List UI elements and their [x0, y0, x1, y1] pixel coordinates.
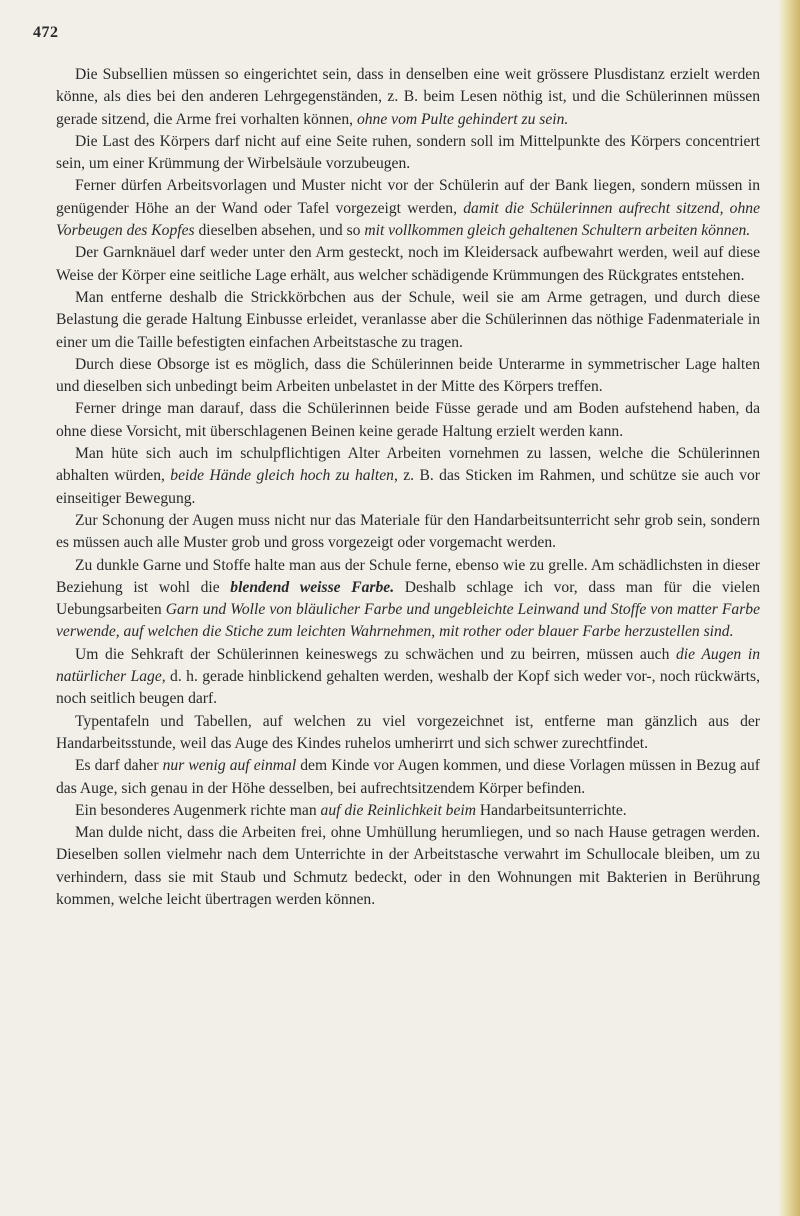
text-run: dieselben absehen, und so: [194, 222, 365, 240]
body-text: [56, 64, 760, 911]
emphasized-text: nur wenig auf einmal: [162, 757, 297, 775]
paragraph: [56, 510, 760, 555]
text-run: d. h. gerade hinblickend gehalten werden, weshalb der Kopf sich weder vor-, noch rückwärts, noch seitlich beugen darf.: [56, 668, 760, 708]
text-run: Zur Schonung der Augen muss nicht nur das Materiale für den Handarbeitsunterricht sehr grob sein, sondern es müssen auch alle Muster grob und gross vorgezeigt oder vorgemacht werden.: [56, 511, 760, 552]
text-run: Es darf daher: [75, 757, 163, 775]
emphasized-text: blendend weisse Farbe.: [230, 578, 395, 596]
text-run: Die Subsellien müssen so eingerichtet sein, dass in denselben eine weit grössere Plusdistanz erzielt werden könne, als dies bei den anderen Lehrgegenständen, z. B. beim Lesen nöthig ist, und die Schülerinnen müssen gerade sitzend, die Arme frei vorhalten können,: [56, 66, 760, 128]
text-run: Um die Sehkraft der Schülerinnen keineswegs zu schwächen und zu beirren, müssen auch: [75, 645, 676, 663]
text-run: Man dulde nicht, dass die Arbeiten frei, ohne Umhüllung herumliegen, und so nach Hause getragen werden. Dieselben sollen vielmehr nach dem Unterrichte in der Arbeitstasche verwahrt im Schullocale bleiben, um zu verhindern, dass sie mit Staub und Schmutz bedeckt, oder in den Wohnungen mit Bakterien in Berührung kommen, welche leicht übertragen werden können.: [56, 824, 760, 908]
text-run: Man entferne deshalb die Strickkörbchen aus der Schule, weil sie am Arme getragen, und durch diese Belastung die gerade Haltung Einbusse erleidet, veranlasse aber die Schülerinnen das nöthige Fadenmateriale in einer um die Taille befestigten einfachen Arbeitstasche zu tragen.: [56, 288, 760, 351]
page-number: 472: [33, 24, 59, 41]
text-run: , z. B. das Sticken im Rahmen, und schütze sie auch vor einseitiger Bewegung.: [56, 467, 761, 507]
text-run: Ferner dürfen Arbeitsvorlagen und Muster nicht vor der Schülerin auf der Bank liegen, sondern müssen in genügender Höhe an der Wand oder Tafel vorgezeigt werden,: [56, 177, 760, 217]
emphasized-text: ohne vom Pulte gehindert zu sein.: [356, 110, 569, 128]
paragraph: [56, 555, 760, 644]
emphasized-text: auf die Reinlichkeit beim: [320, 801, 476, 819]
emphasized-text: damit die Schülerinnen aufrecht sitzend, ohne Vorbeugen des Kopfes: [56, 199, 760, 240]
paragraph: [56, 711, 760, 756]
paragraph: [56, 131, 760, 176]
emphasized-text: die Augen in natürlicher Lage,: [56, 645, 760, 686]
text-run: Typentafeln und Tabellen, auf welchen zu viel vorgezeichnet ist, entferne man gänzlich aus der Handarbeitsstunde, weil das Auge des Kindes ruhelos umherirrt und sich schwer zurechtfindet.: [56, 712, 760, 752]
paragraph: [56, 287, 760, 354]
text-run: Man hüte sich auch im schulpflichtigen Alter Arbeiten vornehmen zu lassen, welche die Schülerinnen abhalten würden,: [56, 445, 760, 485]
paragraph: [56, 800, 760, 822]
text-run: Ferner dringe man darauf, dass die Schülerinnen beide Füsse gerade und am Boden aufstehend haben, da ohne diese Vorsicht, mit überschlagenen Beinen keine gerade Haltung erzielt werden kann.: [56, 400, 760, 440]
paragraph: [56, 398, 760, 443]
paragraph: [56, 242, 760, 287]
emphasized-text: beide Hände gleich hoch zu halten: [170, 467, 394, 485]
text-run: Zu dunkle Garne und Stoffe halte man aus der Schule ferne, ebenso wie zu grelle. Am schädlichsten in dieser Beziehung ist wohl die: [56, 556, 760, 596]
text-run: Handarbeitsunterrichte.: [475, 801, 627, 819]
paragraph: [56, 644, 760, 711]
paragraph: [56, 175, 760, 242]
text-run: Ein besonderes Augenmerk richte man: [75, 801, 321, 819]
paragraph: [56, 64, 760, 131]
paragraph: [56, 354, 760, 399]
text-run: Der Garnknäuel darf weder unter den Arm gesteckt, noch im Kleidersack aufbewahrt werden, weil auf diese Weise der Körper eine seitliche Lage erhält, aus welcher schädigende Krümmungen des Rückgrates entstehen.: [56, 244, 760, 284]
emphasized-text: Garn und Wolle von bläulicher Farbe und ungebleichte Leinwand und Stoffe von matter Farbe verwende, auf welchen die Stiche zum leichten Wahrnehmen, mit rother oder blauer Farbe herzustellen sind.: [56, 601, 760, 641]
paragraph: [56, 755, 760, 800]
paragraph: [56, 443, 760, 510]
paragraph: [56, 822, 760, 911]
page-edge-shading: [778, 0, 800, 1216]
text-run: Durch diese Obsorge ist es möglich, dass die Schülerinnen beide Unterarme in symmetrischer Lage halten und dieselben sich unbedingt beim Arbeiten unbelastet in der Mitte des Körpers treffen.: [56, 355, 760, 396]
text-run: dem Kinde vor Augen kommen, und diese Vorlagen müssen in Bezug auf das Auge, sich genau in der Höhe desselben, bei aufrechtsitzendem Körper befinden.: [56, 757, 760, 797]
text-run: Deshalb schlage ich vor, dass man für die vielen Uebungsarbeiten: [56, 578, 761, 619]
emphasized-text: mit vollkommen gleich gehaltenen Schultern arbeiten können.: [364, 222, 751, 240]
text-run: Die Last des Körpers darf nicht auf eine Seite ruhen, sondern soll im Mittelpunkte des Körpers concentriert sein, um einer Krümmung der Wirbelsäule vorzubeugen.: [56, 132, 760, 173]
